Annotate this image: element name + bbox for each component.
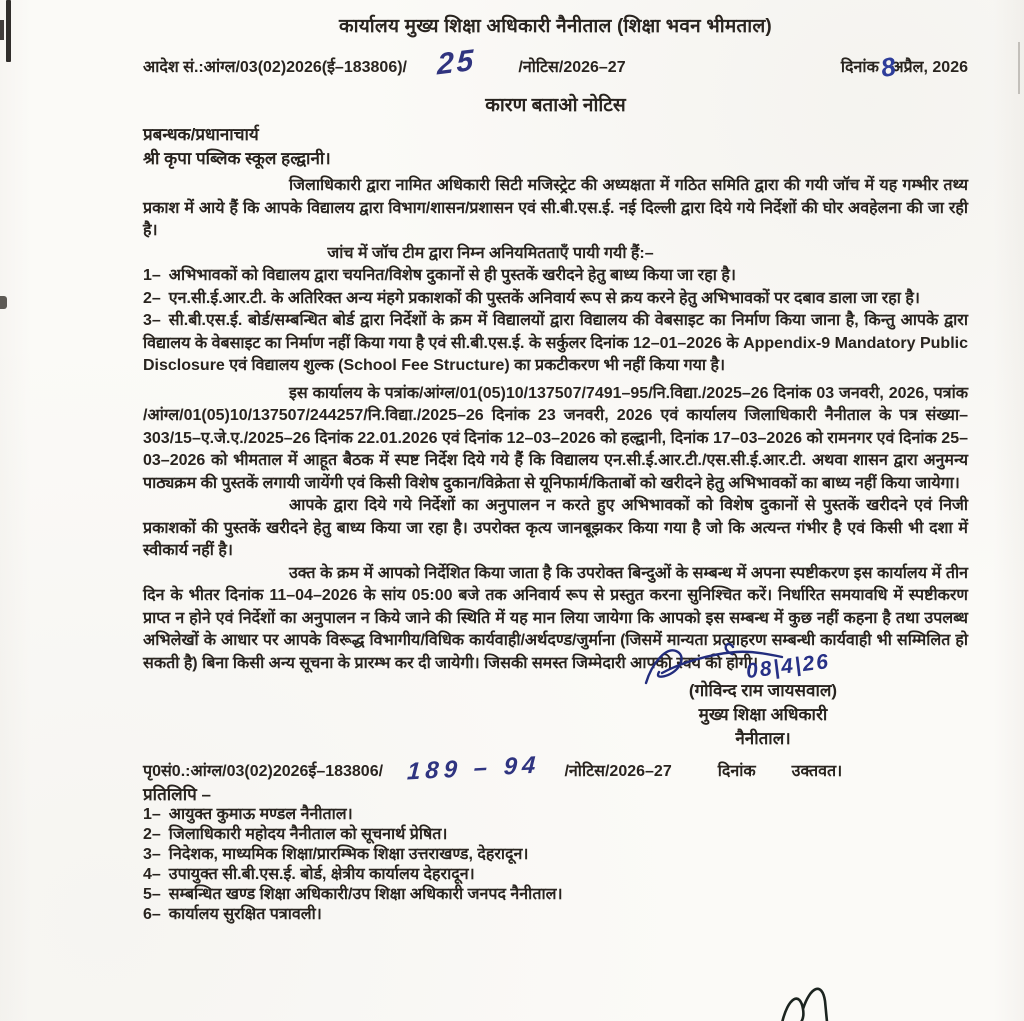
finding-number: 3– (143, 312, 161, 329)
copy-text: जिलाधिकारी महोदय नैनीताल को सूचनार्थ प्रेषित। (168, 826, 448, 843)
notice-title: कारण बताओ नोटिस (485, 95, 626, 116)
order-ref-middle: /नोटिस/2026–27 (518, 59, 626, 76)
finding-text: सी.बी.एस.ई. बोर्ड/सम्बन्धित बोर्ड द्वारा निर्देशों के क्रम में विद्यालयों द्वारा विद्यालय की वेबसाइट का निर्माण किया जाना है, किन्तु आपके द्वारा विद्यालय के वेबसाइट का निर्माण नहीं किया गया है एवं सी.बी.एस.ई. के सर्कुलर दिनांक 12–01–2026 के Appendix-9 Mandatory Public Disclosure एवं विद्यालय शुल्क (School Fee Structure) का प्रकटीकरण भी नहीं किया गया है। (143, 312, 968, 374)
document-content (143, 12, 968, 925)
handwritten-signature-date: 08|4|26 (744, 649, 832, 684)
copy-item (143, 885, 968, 905)
notice-body (143, 175, 968, 675)
handwritten-endorsement-number: 189 – 94 (406, 751, 542, 786)
copy-number: 6– (143, 906, 161, 923)
copy-item (143, 825, 968, 845)
date-label: दिनांक (840, 59, 879, 76)
finding-item (143, 265, 968, 288)
handwritten-date-day: 8 (878, 50, 898, 84)
letters-paragraph: इस कार्यालय के पत्रांक/आंग्ल/01(05)10/137507/7491–95/नि.विद्या./2025–26 दिनांक 03 जनवरी, 2026, पत्रांक /आंग्ल/01(05)10/137507/244257/नि.विद्या./2025–26 दिनांक 23 जनवरी, 2026 एवं कार्यालय जिलाधिकारी नैनीताल के पत्र संख्या–303/15–ए.जे.ए./2025–26 दिनांक 22.01.2026 एवं दिनांक 12–03–2026 को हल्द्वानी, दिनांक 17–03–2026 को रामनगर एवं दिनांक 25–03–2026 को भीमताल में आहूत बैठक में स्पष्ट निर्देश दिये गये हैं कि विद्यालय एन.सी.ई.आर.टी./एस.सी.ई.आर.टी. अथवा शासन द्वारा अनुमन्य पाठ्यक्रम की पुस्तकें लगायी जायेंगी एवं किसी विशेष दुकान/विक्रेता से यूनिफार्म/किताबों को खरीदने हेतु अभिभावकों का बाध्य नहीं किया जायेगा। (143, 384, 968, 492)
signatory-name: (गोविन्द राम जायसवाल) (688, 681, 838, 700)
copy-item (143, 805, 968, 825)
copy-list (143, 805, 968, 925)
partial-signature-ink-icon (766, 979, 906, 1021)
handwritten-order-number: 25 (436, 43, 477, 82)
endorsement-middle: /नोटिस/2026–27 (564, 763, 672, 780)
order-date (840, 50, 968, 84)
copy-number: 3– (143, 846, 161, 863)
scan-edge-artifact (0, 296, 7, 309)
copy-text: आयुक्त कुमाऊ मण्डल नैनीताल। (168, 806, 353, 823)
finding-number: 2– (143, 289, 161, 307)
copy-item (143, 905, 968, 925)
order-ref-prefix: आदेश सं.:आंग्ल/03(02)2026(ई–183806)/ (143, 59, 407, 76)
copy-number: 4– (143, 866, 161, 883)
directive-paragraph: उक्त के क्रम में आपको निर्देशित किया जाता है कि उपरोक्त बिन्दुओं के सम्बन्ध में अपना स्पष्टीकरण इस कार्यालय में तीन दिन के भीतर दिनांक 11–04–2026 के सांय 05:00 बजे तक अनिवार्य रूप से प्रस्तुत करना सुनिश्चित करें। निर्धारित समयावधि में स्पष्टीकरण प्राप्त न होने एवं निर्देशों का अनुपालन न किये जाने की स्थिति में यह मान लिया जायेगा कि आपको इस सम्बन्ध में कुछ नहीं कहना है तथा उपलब्ध अभिलेखों के आधार पर आपके विरूद्ध विभागीय/विधिक कार्यवाही/अर्थदण्ड/जुर्माना (जिसमें मान्यता प्रत्याहरण सम्बन्धी कार्यवाही भी सम्मिलित हो सकती है) बिना किसी अन्य सूचना के प्रारम्भ कर दी जायेगी। जिसकी समस्त जिम्मेदारी आपकी स्वयं की होगी। (143, 564, 968, 672)
endorsement-prefix: पृ0सं0.:आंग्ल/03(02)2026ई–183806/ (143, 763, 384, 780)
scan-edge-artifact (6, 0, 11, 62)
endorsement-line (143, 751, 968, 786)
endorsement-date-label: दिनांक (717, 763, 756, 780)
addressee-school: श्री कृपा पब्लिक स्कूल हल्द्वानी। (143, 149, 331, 168)
signature-block (628, 641, 898, 751)
copy-text: कार्यालय सुरक्षित पत्रावली। (168, 906, 322, 923)
order-reference-line (143, 43, 968, 84)
scan-edge-artifact (0, 20, 4, 40)
finding-number: 1– (143, 267, 161, 284)
findings-heading: जांच में जॉच टीम द्वारा निम्न अनियमितताएँ पायी गयी हैं:– (327, 244, 654, 262)
copy-text: सम्बन्धित खण्ड शिक्षा अधिकारी/उप शिक्षा अधिकारी जनपद नैनीताल। (168, 886, 563, 903)
copy-number: 2– (143, 826, 161, 843)
addressee-designation: प्रबन्धक/प्रधानाचार्य (143, 125, 259, 144)
copy-number: 1– (143, 806, 161, 823)
copy-text: निदेशक, माध्यमिक शिक्षा/प्रारम्भिक शिक्षा उत्तराखण्ड, देहरादून। (168, 846, 529, 863)
copy-item (143, 845, 968, 865)
finding-item (143, 288, 968, 311)
signatory-place: नैनीताल। (735, 729, 791, 748)
finding-text: अभिभावकों को विद्यालय द्वारा चयनित/विशेष दुकानों से ही पुस्तकें खरीदने हेतु बाध्य किया जा रहा है। (168, 267, 736, 284)
addressee-block (143, 123, 968, 171)
signatory-designation: मुख्य शिक्षा अधिकारी (698, 705, 828, 724)
copy-list-heading: प्रतिलिपि – (143, 785, 211, 804)
finding-text: एन.सी.ई.आर.टी. के अतिरिक्त अन्य मंहगे प्रकाशकों की पुस्तकें अनिवार्य रूप से क्रय करने हेतु अभिभावकों पर दबाव डाला जा रहा है। (168, 289, 920, 307)
intro-paragraph: जिलाधिकारी द्वारा नामित अधिकारी सिटी मजिस्ट्रेट की अध्यक्षता में गठित समिति द्वारा की गयी जॉच में यह गम्भीर तथ्य प्रकाश में आये हैं कि आपके विद्यालय द्वारा विभाग/शासन/प्रशासन एवं सी.बी.एस.ई. नई दिल्ली द्वारा दिये गये निर्देशों की घोर अवहेलना की जा रही है। (143, 177, 968, 239)
finding-item (143, 310, 968, 378)
copy-text: उपायुक्त सी.बी.एस.ई. बोर्ड, क्षेत्रीय कार्यालय देहरादून। (168, 866, 475, 883)
endorsement-date-value: उक्तवत। (791, 763, 843, 780)
violation-paragraph: आपके द्वारा दिये गये निर्देशों का अनुपालन न करते हुए अभिभावकों को विशेष दुकानों से पुस्तकें खरीदने एवं निजी प्रकाशकों की पुस्तकें खरीदने हेतु बाध्य किया जा रहा है। उपरोक्त कृत्य जानबूझकर किया गया है जो कि अत्यन्त गंभीर है एवं किसी भी दशा में स्वीकार्य नहीं है। (143, 497, 968, 559)
scan-edge-artifact (1018, 42, 1020, 94)
copy-number: 5– (143, 886, 161, 903)
date-month-year: अप्रैल, 2026 (891, 59, 968, 76)
copy-item (143, 865, 968, 885)
office-header-title: कार्यालय मुख्य शिक्षा अधिकारी नैनीताल (शिक्षा भवन भीमताल) (339, 16, 772, 37)
